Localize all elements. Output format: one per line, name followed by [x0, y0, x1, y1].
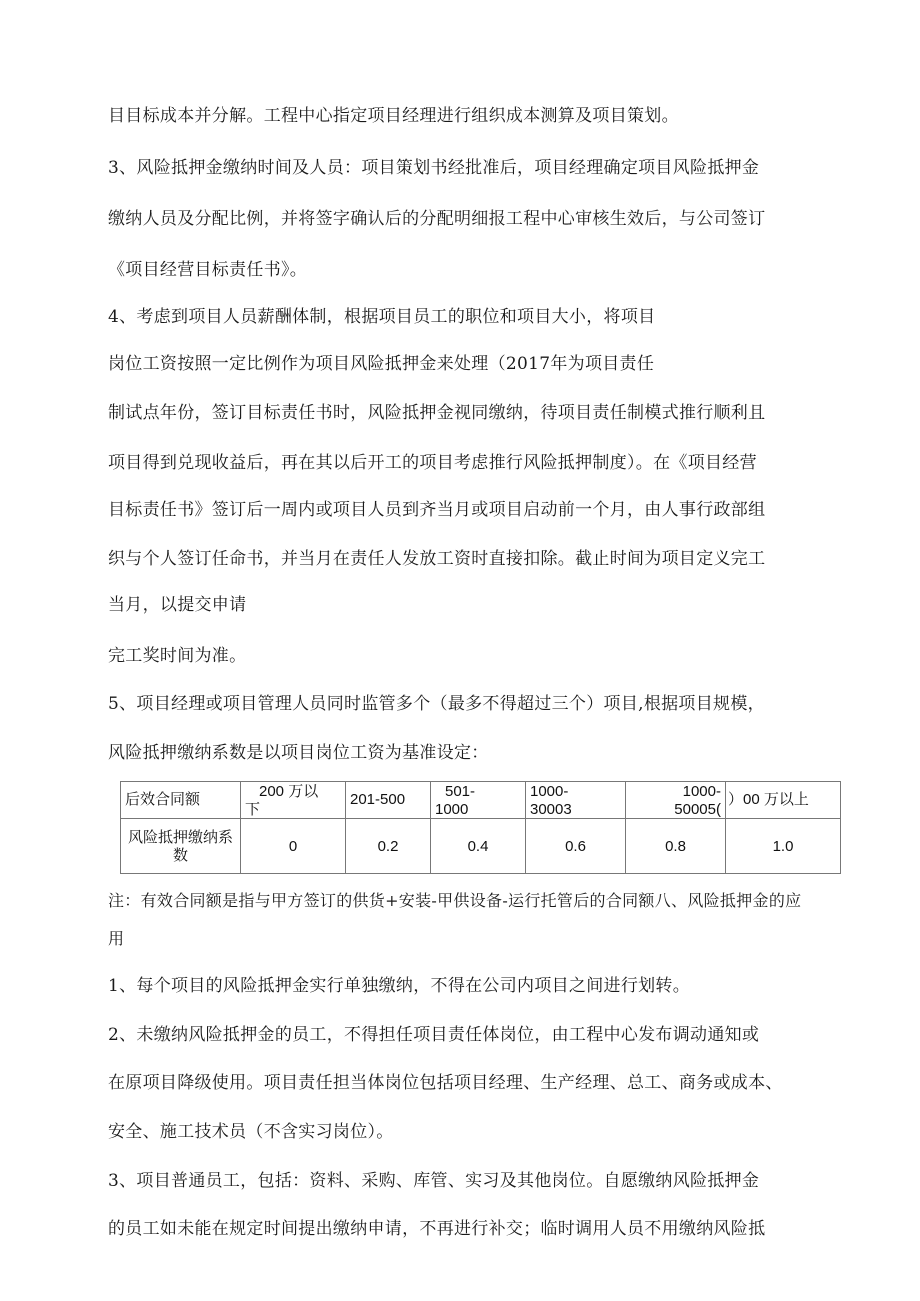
row-label-cell: 风险抵押缴纳系数 [121, 819, 241, 874]
header-cell [346, 782, 431, 819]
paragraph-line: 在原项目降级使用。项目责任担当体岗位包括项目经理、生产经理、总工、商务或成本、 [108, 1073, 783, 1093]
header-text: 30003 [530, 801, 572, 818]
paragraph-line: 项目得到兑现收益后，再在其以后开工的项目考虑推行风险抵押制度）。在《项目经营 [108, 453, 757, 473]
paragraph-line: 完工奖时间为准。 [108, 646, 247, 666]
table-note: 注：有效合同额是指与甲方签订的供货+安装-甲供设备-运行托管后的合同额八、风险抵押金的应 [108, 891, 802, 910]
paragraph-line: 织与个人签订任命书，并当月在责任人发放工资时直接扣除。截止时间为项目定义完工 [108, 549, 766, 569]
header-text: 200 万以 [259, 783, 319, 800]
value-cell: 0.6 [526, 819, 626, 874]
header-text: 50005( [674, 801, 721, 818]
header-cell [431, 782, 526, 819]
header-text: 501- [445, 783, 476, 800]
header-cell [726, 782, 841, 819]
paragraph-line: 3、风险抵押金缴纳时间及人员：项目策划书经批准后，项目经理确定项目风险抵押金 [108, 158, 760, 178]
paragraph-line: 当月，以提交申请 [108, 595, 247, 615]
value-cell: 0 [241, 819, 346, 874]
header-text: 201-500 [350, 791, 406, 808]
header-cell [526, 782, 626, 819]
paragraph-line: 的员工如未能在规定时间提出缴纳申请，不再进行补交；临时调用人员不用缴纳风险抵 [108, 1219, 766, 1239]
paragraph-line: 岗位工资按照一定比例作为项目风险抵押金来处理（2017年为项目责任 [108, 354, 655, 374]
value-cell: 1.0 [726, 819, 841, 874]
header-cell [626, 782, 726, 819]
header-text: 1000- [682, 783, 721, 800]
paragraph-line: 目目标成本并分解。工程中心指定项目经理进行组织成本测算及项目策划。 [108, 106, 679, 126]
header-text: 1000- [530, 783, 569, 800]
header-text: 下 [245, 801, 261, 818]
paragraph-line: 风险抵押缴纳系数是以项目岗位工资为基准设定： [108, 743, 489, 763]
header-cell [241, 782, 346, 819]
paragraph-line: 安全、施工技术员（不含实习岗位）。 [108, 1122, 394, 1142]
table-row [121, 819, 841, 874]
table-note: 用 [108, 929, 125, 948]
paragraph-line: 4、考虑到项目人员薪酬体制，根据项目员工的职位和项目大小，将项目 [108, 307, 656, 327]
header-text: 1000 [435, 801, 469, 818]
value-cell: 0.8 [626, 819, 726, 874]
paragraph-line: 制试点年份，签订目标责任书时，风险抵押金视同缴纳，待项目责任制模式推行顺利且 [108, 403, 766, 423]
paragraph-line: 3、项目普通员工，包括：资料、采购、库管、实习及其他岗位。自愿缴纳风险抵押金 [108, 1171, 760, 1191]
paragraph-line: 1、每个项目的风险抵押金实行单独缴纳，不得在公司内项目之间进行划转。 [108, 976, 691, 996]
value-cell: 0.4 [431, 819, 526, 874]
header-text: ）00 万以上 [728, 791, 809, 808]
risk-coefficient-table [120, 781, 841, 874]
paragraph-line: 缴纳人员及分配比例，并将签字确认后的分配明细报工程中心审核生效后，与公司签订 [108, 209, 766, 229]
paragraph-line: 《项目经营目标责任书》。 [108, 260, 308, 280]
value-cell: 0.2 [346, 819, 431, 874]
paragraph-line: 目标责任书》签订后一周内或项目人员到齐当月或项目启动前一个月，由人事行政部组 [108, 500, 766, 520]
header-label-cell: 后效合同额 [121, 782, 241, 819]
paragraph-line: 5、项目经理或项目管理人员同时监管多个（最多不得超过三个）项目,根据项目规模， [108, 694, 765, 714]
paragraph-line: 2、未缴纳风险抵押金的员工，不得担任项目责任体岗位，由工程中心发布调动通知或 [108, 1025, 760, 1045]
table-header-row [121, 782, 841, 819]
